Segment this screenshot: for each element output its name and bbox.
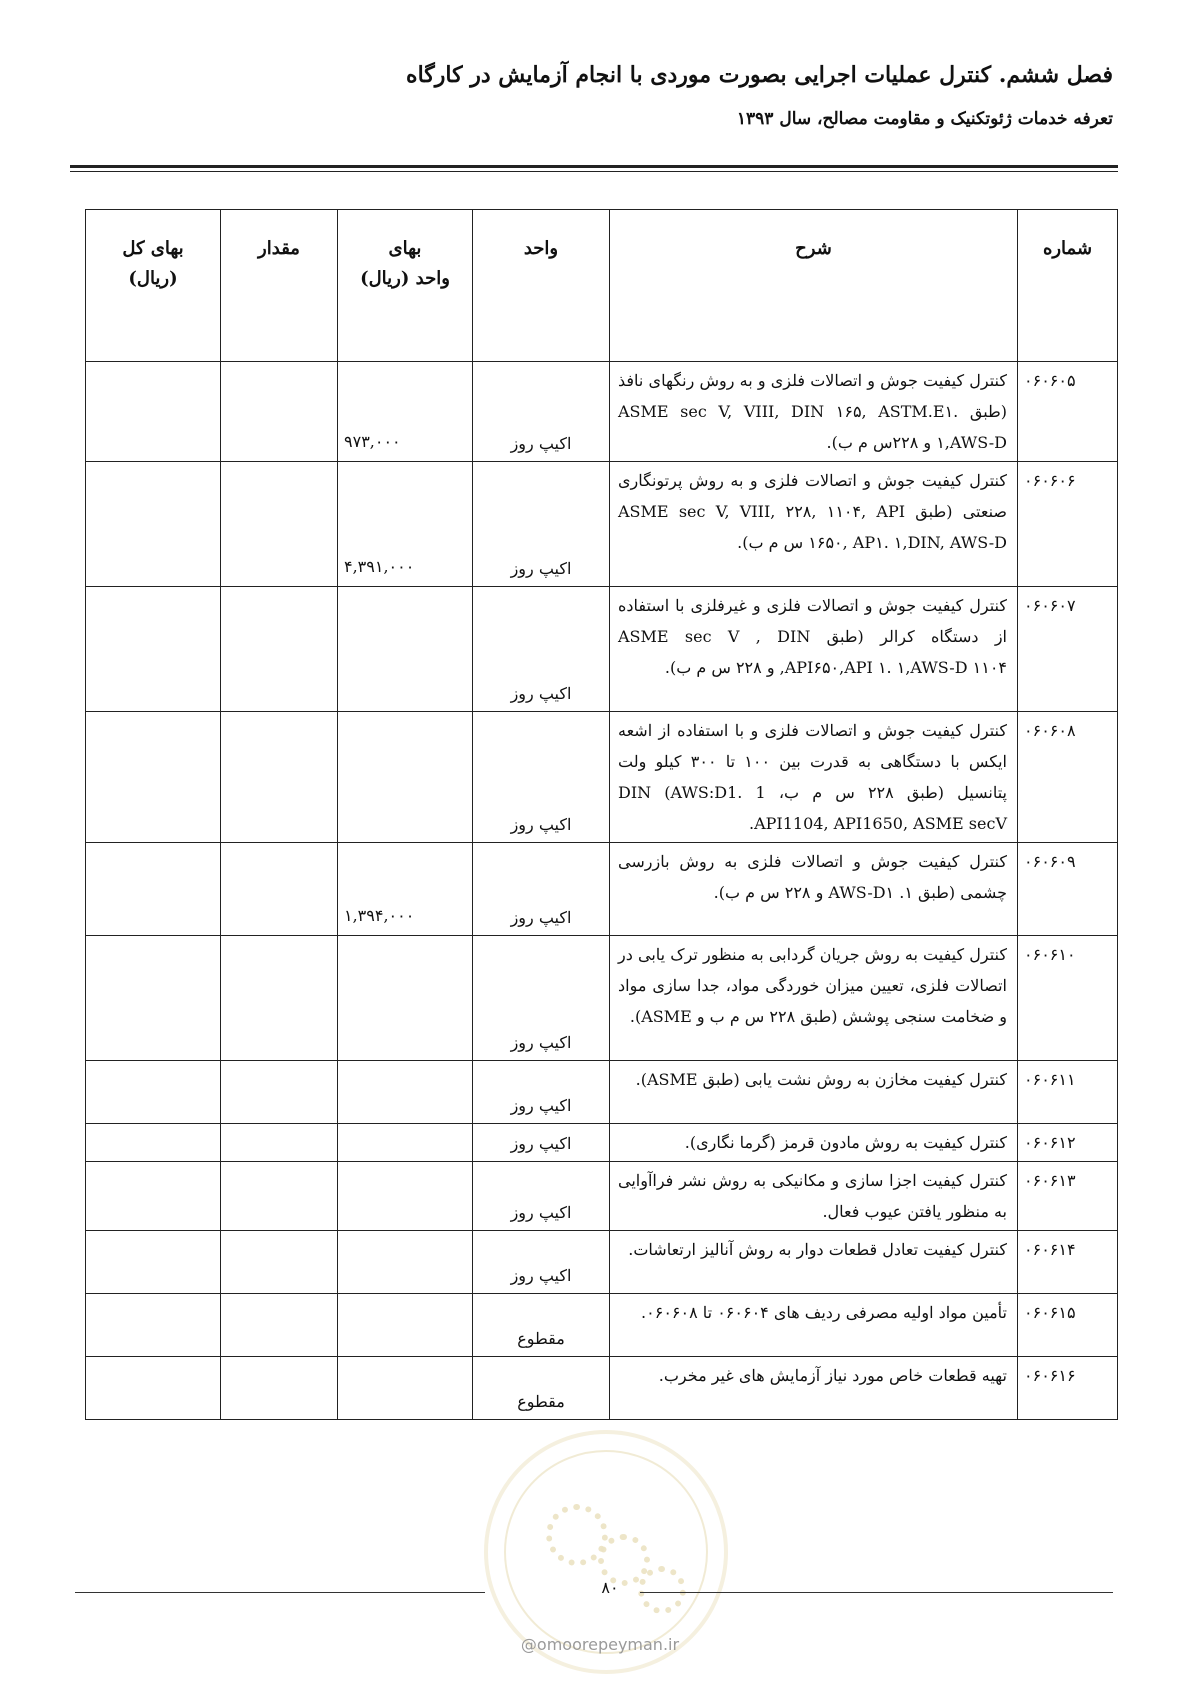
item-description: تأمین مواد اولیه مصرفی ردیف های ۰۶۰۶۰۴ تا ۰۶۰۶۰۸. <box>610 1294 1018 1357</box>
item-unit-price <box>338 587 473 712</box>
item-description: کنترل کیفیت جوش و اتصالات فلزی به روش بازرسی چشمی (طبق AWS-D۱ .۱ و ۲۲۸ س م ب). <box>610 843 1018 936</box>
item-unit: اکیپ روز <box>473 843 610 936</box>
item-unit-price: ۹۷۳,۰۰۰ <box>338 362 473 462</box>
header-divider-thin <box>70 171 1118 172</box>
item-code: ۰۶۰۶۱۱ <box>1018 1061 1118 1124</box>
table-row <box>86 1294 1118 1357</box>
tariff-table <box>85 209 1118 1420</box>
item-unit-price <box>338 712 473 843</box>
item-description: کنترل کیفیت به روش جریان گردابی به منظور ترک یابی در اتصالات فلزی، تعیین میزان خوردگی مواد، جدا سازی مواد و ضخامت سنجی پوشش (طبق ۲۲۸ س م ب و ASME). <box>610 936 1018 1061</box>
table-row <box>86 1231 1118 1294</box>
item-description: کنترل کیفیت جوش و اتصالات فلزی و با استفاده از اشعه ایکس با دستگاهی به قدرت بین ۱۰۰ تا ۳۰۰ کیلو ولت پتانسیل (طبق ۲۲۸ س م ب، DIN (AWS:D1. 1 API1104, API1650, ASME secV. <box>610 712 1018 843</box>
item-description: کنترل کیفیت جوش و اتصالات فلزی و غیرفلزی با استفاده از دستگاه کرالر (طبق ASME sec V , DIN ,API۶۵۰,API ۱. ۱,AWS-D ۱۱۰۴ و ۲۲۸ س م ب). <box>610 587 1018 712</box>
item-code: ۰۶۰۶۱۲ <box>1018 1124 1118 1162</box>
item-unit-price <box>338 1162 473 1231</box>
item-unit: اکیپ روز <box>473 1124 610 1162</box>
item-quantity <box>221 587 338 712</box>
item-code: ۰۶۰۶۰۷ <box>1018 587 1118 712</box>
table-body <box>86 362 1118 1420</box>
item-total-price <box>86 462 221 587</box>
item-unit: اکیپ روز <box>473 1061 610 1124</box>
item-unit-price: ۴,۳۹۱,۰۰۰ <box>338 462 473 587</box>
table-row <box>86 936 1118 1061</box>
item-unit: اکیپ روز <box>473 362 610 462</box>
item-unit-price <box>338 1294 473 1357</box>
table-row <box>86 462 1118 587</box>
item-description: کنترل کیفیت به روش مادون قرمز (گرما نگاری). <box>610 1124 1018 1162</box>
item-quantity <box>221 362 338 462</box>
item-quantity <box>221 936 338 1061</box>
item-total-price <box>86 1294 221 1357</box>
item-unit: اکیپ روز <box>473 587 610 712</box>
item-quantity <box>221 1124 338 1162</box>
header-description: شرح <box>610 210 1018 362</box>
item-quantity <box>221 1162 338 1231</box>
item-total-price <box>86 843 221 936</box>
item-unit-price <box>338 1357 473 1420</box>
header-total-price: بهای کل (ریال) <box>86 210 221 362</box>
table-row <box>86 1162 1118 1231</box>
item-description: تهیه قطعات خاص مورد نیاز آزمایش های غیر مخرب. <box>610 1357 1018 1420</box>
table-row <box>86 362 1118 462</box>
table-row <box>86 843 1118 936</box>
item-unit: اکیپ روز <box>473 1231 610 1294</box>
item-code: ۰۶۰۶۱۵ <box>1018 1294 1118 1357</box>
item-unit: مقطوع <box>473 1294 610 1357</box>
item-unit-price <box>338 1231 473 1294</box>
item-total-price <box>86 587 221 712</box>
footer-divider-left <box>75 1592 485 1593</box>
item-code: ۰۶۰۶۱۶ <box>1018 1357 1118 1420</box>
item-unit: اکیپ روز <box>473 462 610 587</box>
item-code: ۰۶۰۶۰۵ <box>1018 362 1118 462</box>
item-unit: اکیپ روز <box>473 936 610 1061</box>
item-total-price <box>86 1061 221 1124</box>
header-code: شماره <box>1018 210 1118 362</box>
item-unit-price <box>338 1124 473 1162</box>
item-total-price <box>86 1162 221 1231</box>
item-unit: مقطوع <box>473 1357 610 1420</box>
item-total-price <box>86 936 221 1061</box>
site-watermark: @omoorepeyman.ir <box>520 1635 680 1654</box>
item-unit-price <box>338 1061 473 1124</box>
item-description: کنترل کیفیت جوش و اتصالات فلزی و به روش رنگهای نافذ (طبق ASME sec V, VIII, DIN ۱۶۵, ASTM.E۱. ۱,AWS-D و ۲۲۸س م ب). <box>610 362 1018 462</box>
item-description: کنترل کیفیت جوش و اتصالات فلزی و به روش پرتونگاری صنعتی (طبق ASME sec V, VIII, ۲۲۸, ۱۱۰۴, API ۱۶۵۰, AP۱. ۱,DIN, AWS-D س م ب). <box>610 462 1018 587</box>
item-code: ۰۶۰۶۰۶ <box>1018 462 1118 587</box>
header-divider <box>70 165 1118 168</box>
footer-divider-right <box>640 1592 1113 1593</box>
item-quantity <box>221 1357 338 1420</box>
item-unit: اکیپ روز <box>473 1162 610 1231</box>
item-code: ۰۶۰۶۱۳ <box>1018 1162 1118 1231</box>
header-quantity: مقدار <box>221 210 338 362</box>
book-subtitle: تعرفه خدمات ژئوتکنیک و مقاومت مصالح، سال ۱۳۹۳ <box>736 109 1113 129</box>
table-row <box>86 1061 1118 1124</box>
item-unit-price <box>338 936 473 1061</box>
item-code: ۰۶۰۶۱۴ <box>1018 1231 1118 1294</box>
item-unit-price: ۱,۳۹۴,۰۰۰ <box>338 843 473 936</box>
header-unit: واحد <box>473 210 610 362</box>
item-description: کنترل کیفیت تعادل قطعات دوار به روش آنالیز ارتعاشات. <box>610 1231 1018 1294</box>
item-quantity <box>221 462 338 587</box>
item-quantity <box>221 1061 338 1124</box>
table-row <box>86 1124 1118 1162</box>
table-row <box>86 587 1118 712</box>
item-code: ۰۶۰۶۰۹ <box>1018 843 1118 936</box>
item-quantity <box>221 1231 338 1294</box>
item-code: ۰۶۰۶۰۸ <box>1018 712 1118 843</box>
item-total-price <box>86 362 221 462</box>
item-quantity <box>221 712 338 843</box>
item-description: کنترل کیفیت اجزا سازی و مکانیکی به روش نشر فراآوایی به منظور یافتن عیوب فعال. <box>610 1162 1018 1231</box>
table-row <box>86 1357 1118 1420</box>
item-code: ۰۶۰۶۱۰ <box>1018 936 1118 1061</box>
item-description: کنترل کیفیت مخازن به روش نشت یابی (طبق ASME). <box>610 1061 1018 1124</box>
table-header-row <box>86 210 1118 362</box>
item-quantity <box>221 1294 338 1357</box>
chapter-title: فصل ششم. کنترل عملیات اجرایی بصورت موردی با انجام آزمایش در کارگاه <box>406 62 1113 88</box>
item-unit: اکیپ روز <box>473 712 610 843</box>
page-header <box>70 58 1113 134</box>
item-total-price <box>86 1357 221 1420</box>
item-total-price <box>86 712 221 843</box>
table-row <box>86 712 1118 843</box>
item-quantity <box>221 843 338 936</box>
item-total-price <box>86 1231 221 1294</box>
item-total-price <box>86 1124 221 1162</box>
page-number: ۸۰ <box>601 1578 619 1597</box>
header-unit-price: بهای واحد (ریال) <box>338 210 473 362</box>
